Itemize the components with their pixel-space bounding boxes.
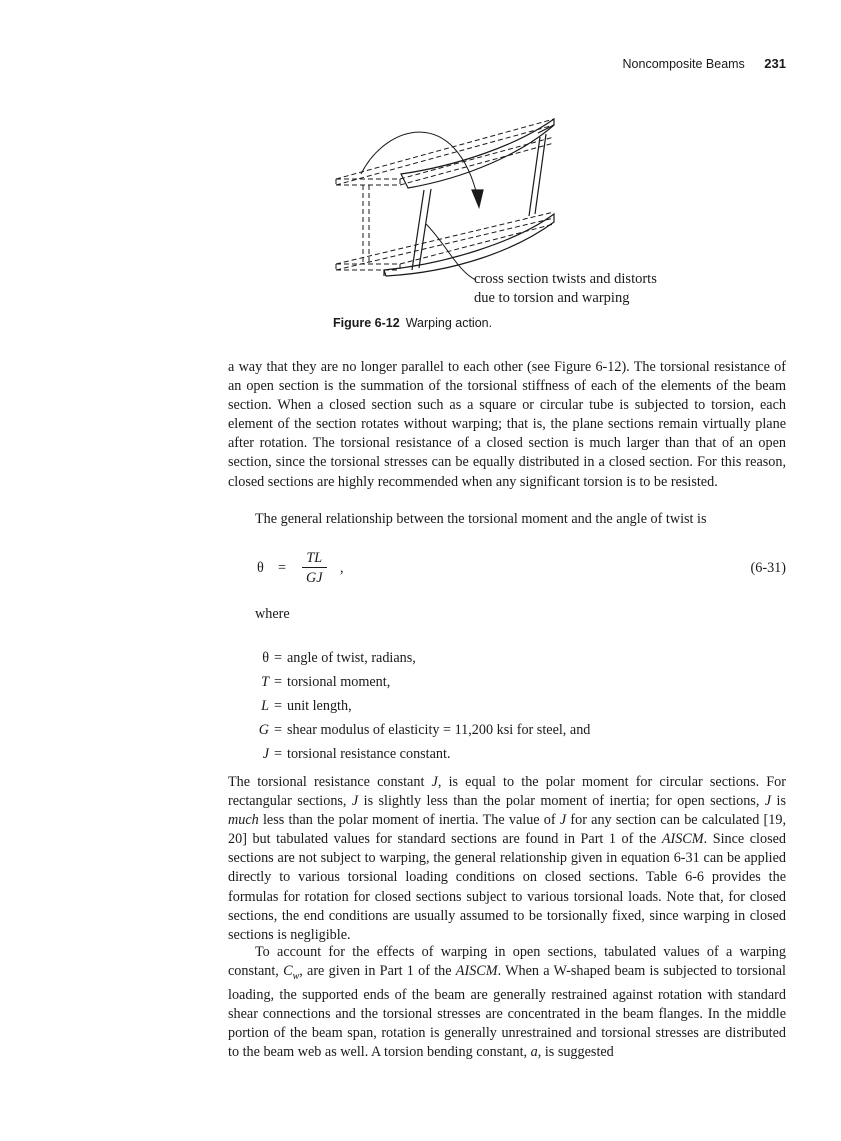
where-label: where [255,606,290,622]
definition-text: torsional moment, [287,674,391,690]
definition-equals: = [273,722,282,738]
figure-caption [333,316,492,330]
definition-row [255,694,590,718]
definition-text: torsional resistance constant. [287,746,451,762]
figure-callout [474,270,657,308]
callout-line-2: due to torsion and warping [474,290,630,306]
equation-fraction [302,549,327,588]
paragraph-3 [228,773,786,945]
definition-symbol: G [258,722,269,738]
definition-row [255,646,590,670]
definition-row [255,670,590,694]
definition-row [255,718,590,742]
definition-equals: = [273,698,282,714]
equation-6-31 [228,549,786,595]
definition-text: unit length, [287,698,352,714]
definition-equals: = [273,650,282,666]
equation-number: (6-31) [750,560,786,576]
definition-row [255,742,590,766]
paragraph-2 [228,510,786,529]
definition-symbol: θ [262,650,269,666]
warping-figure [326,104,706,314]
equation-denominator: GJ [306,570,323,586]
figure-caption-text: Warping action. [405,316,493,330]
definitions-list [255,646,590,766]
definition-symbol: J [262,746,269,762]
equation-comma: , [340,560,344,576]
paragraph-3-text: The torsional resistance constant J, is equal to the polar moment for circular sections. For rectangular sections, J is slightly less than the polar moment of inertia; for open sections, J is much less than the polar moment of inertia. The value of J for any section can be calculated [19, 20] but tabulated values for standard sections are found in Part 1 of the AISCM. Since closed sections are not subject to warping, the general relationship given in equation 6-31 can be applied directly to various torsional loading conditions on closed sections. Table 6-6 provides the formulas for rotation for closed sections subject to various torsional loads. Note that, for closed sections, the end conditions are usually assumed to be torsionally fixed, since warping in closed sections is negligible. [228,774,787,943]
definition-equals: = [273,746,282,762]
definition-text: shear modulus of elasticity = 11,200 ksi for steel, and [287,722,591,738]
page-header [0,56,786,71]
paragraph-4 [228,943,786,1062]
warping-beam-drawing [326,104,706,284]
paragraph-2-text: The general relationship between the torsional moment and the angle of twist is [255,511,707,527]
running-title: Noncomposite Beams [622,57,745,71]
equation-lhs: θ [257,560,264,576]
definition-symbol: T [261,674,269,690]
definition-symbol: L [261,698,269,714]
figure-label: Figure 6-12 [333,316,400,330]
equation-equals: = [278,560,287,576]
paragraph-1 [228,358,786,492]
callout-line-1: cross section twists and distorts [474,271,657,287]
paragraph-4-text: To account for the effects of warping in open sections, tabulated values of a warping constant, $C_w$, are given in Part 1 of the AISCM. When a W-shaped beam is subjected to torsional loading, the supported ends of the beam are generally restrained against rotation with standard shear connections and the torsional stresses are concentrated in the beam flanges. In the middle portion of the beam span, rotation is generally unrestrained and torsional stresses are distributed to the beam web as well. A torsion bending constant, a, is suggested [228,944,786,1061]
equation-numerator: TL [302,549,327,568]
page-number: 231 [764,56,786,71]
definition-equals: = [273,674,282,690]
paragraph-1-text: a way that they are no longer parallel to each other (see Figure 6-12). The torsional resistance of an open section is the summation of the torsional stiffness of each of the elements of the beam section. When a closed section such as a square or circular tube is subjected to torsion, each element of the section rotates without warping; that is, the plane sections remain virtually plane after rotation. The torsional resistance of a closed section is much larger than that of an open section, since the torsional stresses can be equally distributed in a closed section. For this reason, closed sections are highly recommended when any significant torsion is to be resisted. [228,359,786,490]
definition-text: angle of twist, radians, [287,650,416,666]
